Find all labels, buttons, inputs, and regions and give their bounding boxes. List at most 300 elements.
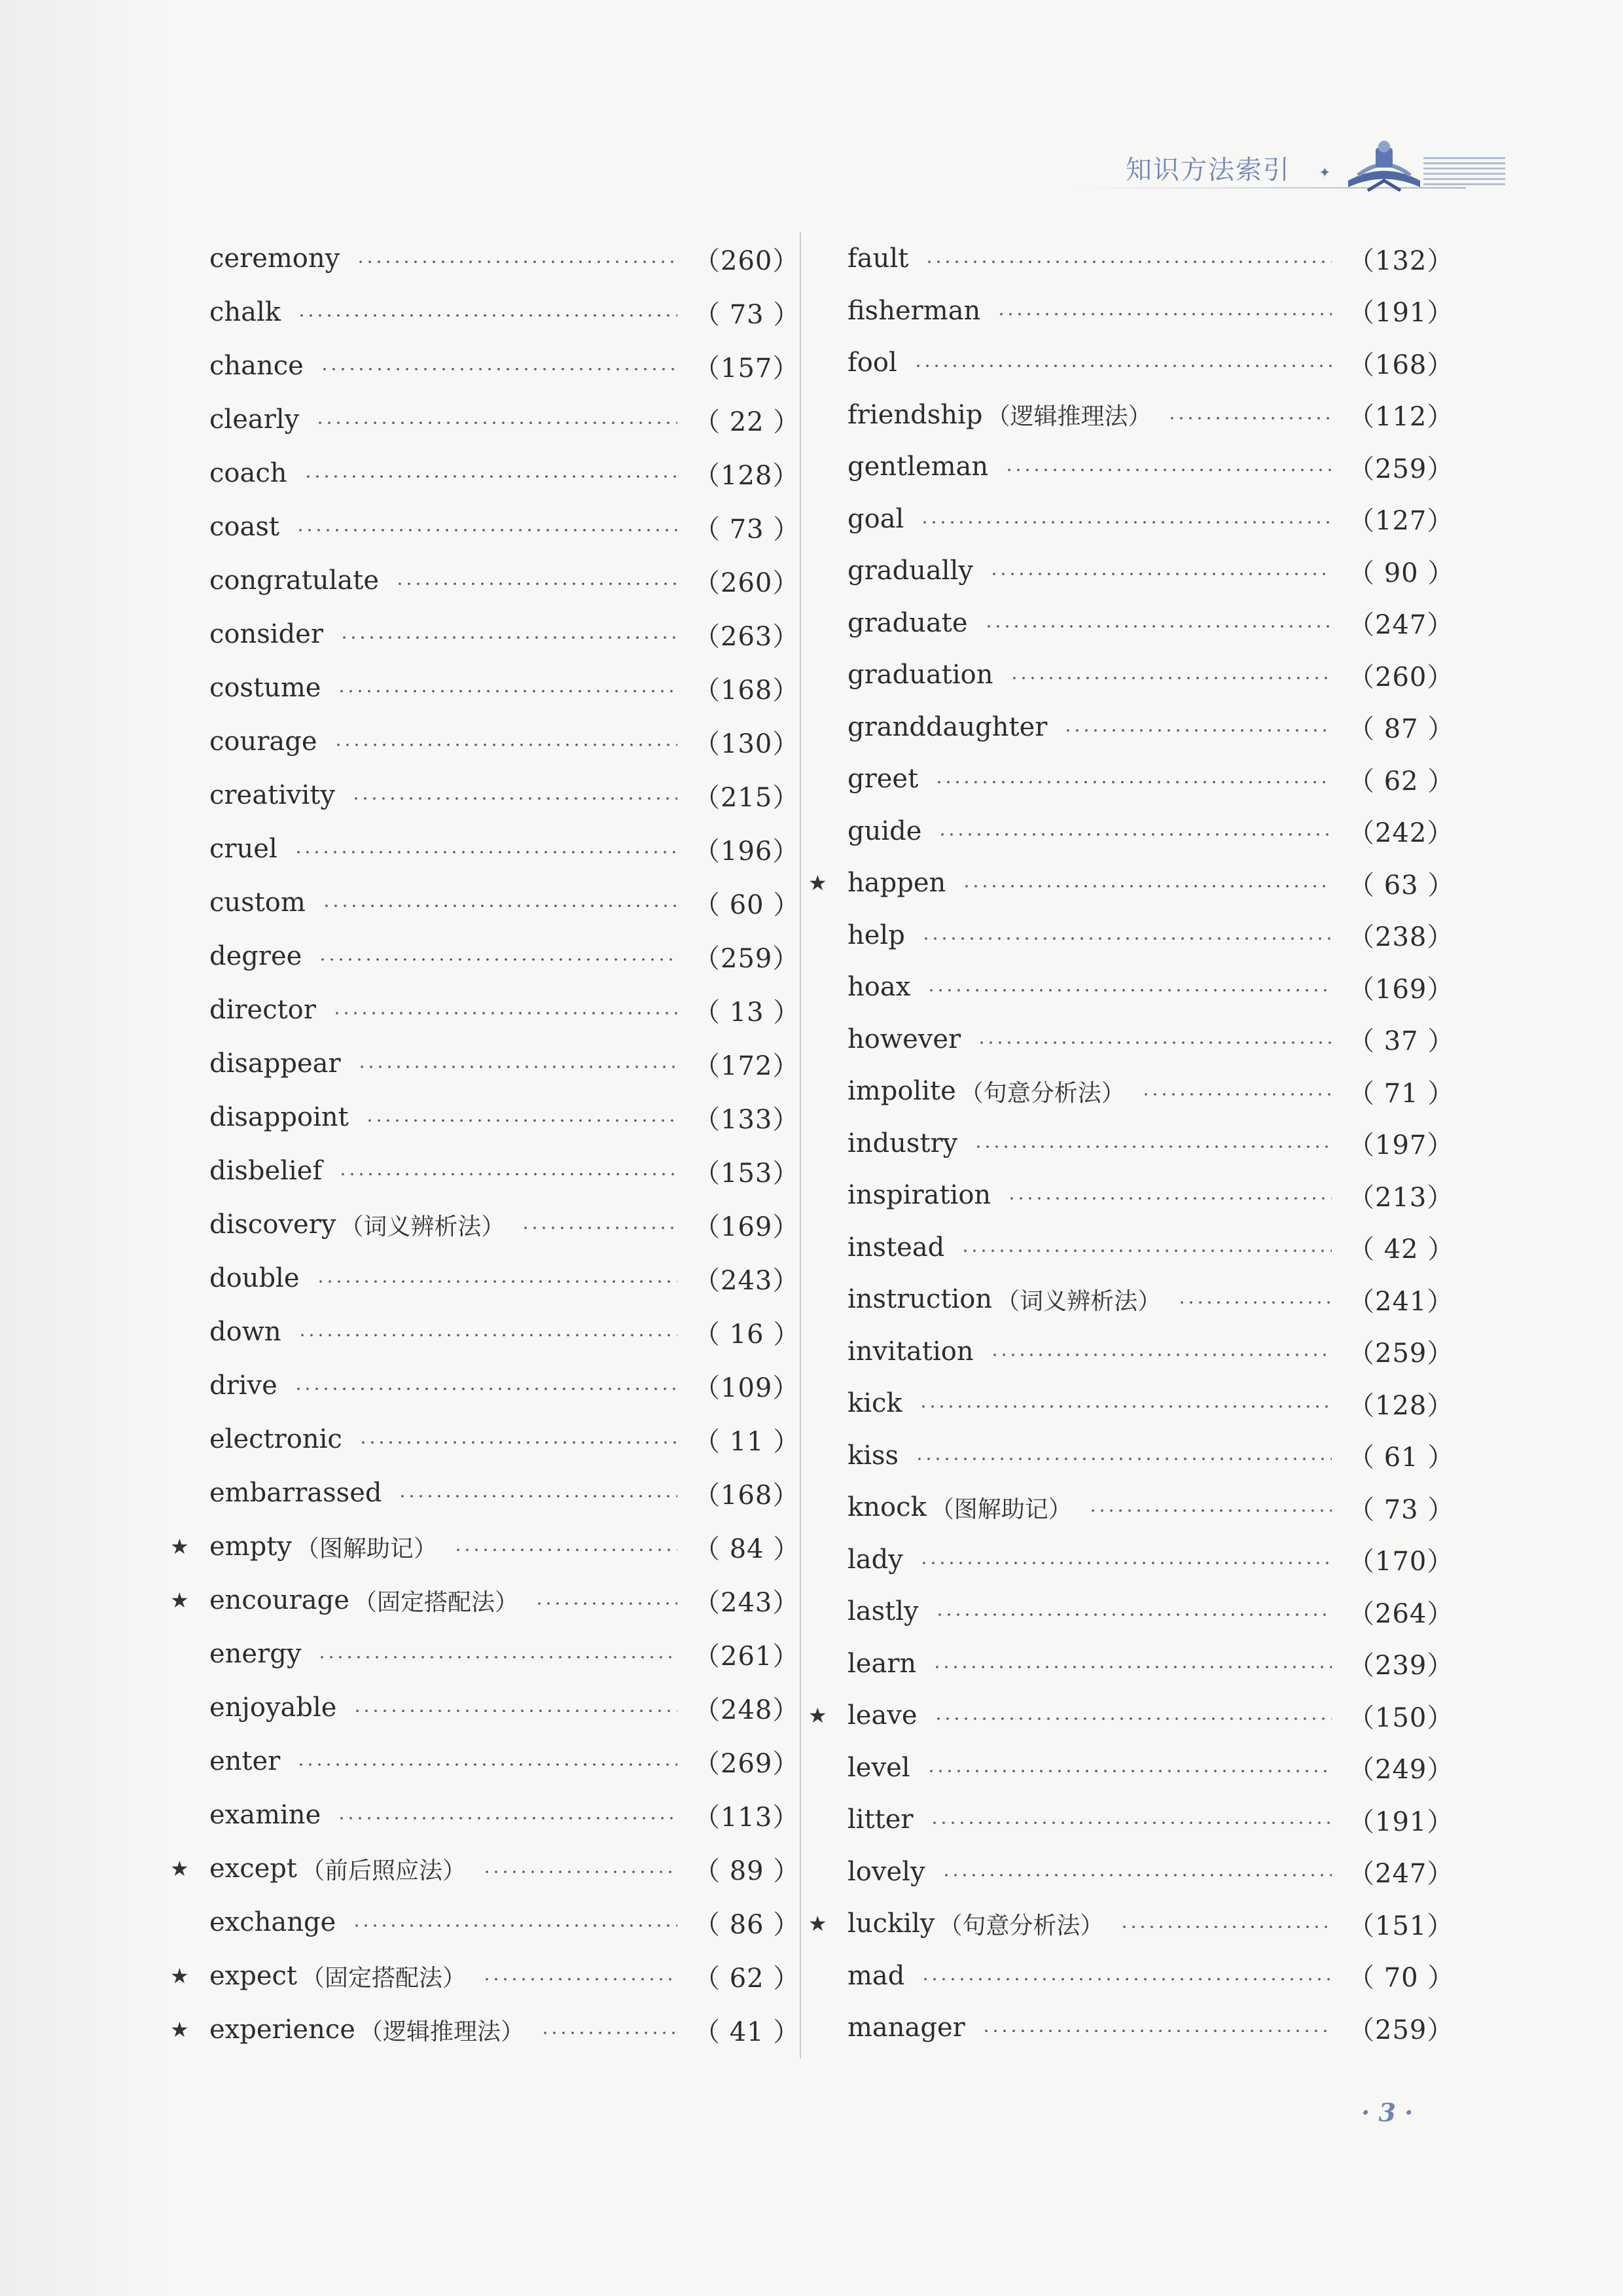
page-reference: （130） (694, 728, 800, 759)
index-word: greet (847, 764, 919, 794)
index-word: coast (209, 512, 279, 542)
page-reference: （ 37 ） (1348, 1026, 1455, 1056)
dot-leader (454, 1548, 677, 1552)
index-entry (190, 719, 800, 764)
index-entry (828, 340, 1454, 386)
index-entry (190, 1148, 800, 1194)
page-reference: （ 73 ） (1348, 1494, 1455, 1525)
section-title: 知识方法索引 (1126, 155, 1291, 185)
page-reference: （168） (694, 675, 800, 706)
dot-leader (318, 958, 677, 961)
dot-leader (541, 2031, 677, 2035)
index-entry (190, 450, 800, 496)
index-word: lovely (847, 1856, 925, 1887)
dot-leader (365, 1119, 677, 1122)
page-reference: （242） (1348, 818, 1454, 848)
index-entry (828, 444, 1454, 490)
page-reference: （259） (1348, 1338, 1454, 1369)
index-entry (828, 1588, 1454, 1634)
key-word-star-icon: ★ (808, 1911, 827, 1936)
page-reference: （259） (694, 943, 800, 974)
page-reference: （ 73 ） (694, 514, 800, 545)
index-entry (190, 1309, 800, 1355)
dot-leader (921, 1977, 1332, 1981)
dot-leader (919, 1561, 1332, 1565)
index-word: lady (847, 1544, 903, 1575)
index-entry (828, 1797, 1454, 1842)
dot-leader (930, 1821, 1332, 1825)
page-reference: （261） (694, 1641, 800, 1672)
index-word: graduation (847, 660, 993, 690)
dot-leader (914, 364, 1332, 368)
index-entry (190, 1631, 800, 1677)
dot-leader (298, 1333, 677, 1337)
dot-leader (316, 1280, 677, 1283)
page-reference: （243） (694, 1587, 800, 1618)
dot-leader (317, 1655, 677, 1659)
index-entry (808, 860, 1455, 906)
index-entry (828, 1641, 1454, 1687)
index-entry (828, 1380, 1454, 1426)
index-word: electronic (209, 1424, 342, 1454)
index-entry (828, 704, 1455, 750)
dot-leader (934, 1717, 1332, 1721)
dot-leader (337, 689, 677, 693)
index-word: examine (209, 1800, 321, 1830)
dot-leader (935, 1613, 1332, 1617)
page-reference: （197） (1348, 1130, 1454, 1160)
page-reference: （170） (1348, 1547, 1454, 1577)
index-word: exchange (209, 1907, 336, 1937)
index-word: lastly (847, 1596, 919, 1626)
page-reference: （238） (1348, 922, 1454, 952)
page-reference: （127） (1348, 506, 1454, 536)
index-word: enjoyable (209, 1693, 337, 1723)
key-word-star-icon: ★ (170, 1534, 189, 1559)
index-entry (170, 2007, 800, 2053)
method-label: （固定搭配法） (300, 1964, 466, 1992)
index-entry (828, 1121, 1454, 1166)
index-entry (828, 1225, 1455, 1270)
index-word: level (847, 1752, 910, 1783)
page-reference: （263） (694, 621, 800, 652)
method-label: （逻辑推理法） (359, 2018, 524, 2045)
page-reference: （112） (1348, 402, 1454, 432)
dot-leader (297, 314, 677, 317)
index-word: chalk (209, 297, 281, 327)
index-word: costume (209, 673, 321, 703)
dot-leader (1120, 1925, 1332, 1929)
page-reference: （150） (1348, 1702, 1454, 1733)
index-word: granddaughter (847, 711, 1048, 742)
index-word: disappear (209, 1049, 341, 1079)
page-reference: （ 86 ） (694, 1909, 800, 1940)
index-word: enter (209, 1746, 281, 1776)
index-word: kick (847, 1388, 902, 1418)
dot-leader (338, 1172, 677, 1176)
column-divider (800, 232, 801, 2058)
index-entry (170, 1953, 800, 1999)
index-word: gentleman (847, 452, 989, 482)
index-entry (828, 964, 1454, 1010)
dot-leader (352, 1924, 677, 1928)
index-word: experience (209, 2015, 355, 2045)
page-reference: （259） (1348, 2015, 1454, 2045)
index-entry (828, 1016, 1455, 1062)
page-reference: （133） (694, 1104, 800, 1135)
index-entry (828, 288, 1454, 334)
dot-leader (920, 520, 1332, 524)
index-word: hoax (847, 972, 911, 1002)
index-word: graduate (847, 607, 968, 638)
page-reference: （ 13 ） (694, 997, 800, 1028)
index-word: congratulate (209, 565, 380, 596)
page-reference: （247） (1348, 1859, 1454, 1889)
page-reference: （ 62 ） (694, 1963, 800, 1994)
index-word: energy (209, 1639, 302, 1669)
dot-leader (359, 1441, 677, 1444)
dot-leader (1177, 1300, 1332, 1304)
key-word-star-icon: ★ (170, 2017, 189, 2042)
page-reference: （260） (1348, 662, 1454, 692)
index-word: empty (209, 1532, 292, 1562)
dot-leader (296, 528, 677, 532)
index-word: luckily (847, 1909, 935, 1939)
index-entry (808, 1693, 1454, 1738)
dot-leader (997, 312, 1332, 316)
index-entry (170, 1846, 800, 1892)
index-word: guide (847, 816, 922, 846)
page-reference: （243） (694, 1265, 800, 1296)
page-reference: （ 87 ） (1348, 714, 1455, 744)
index-word: invitation (847, 1336, 974, 1367)
dot-leader (334, 743, 678, 747)
index-entry (828, 1276, 1454, 1322)
page-reference: （ 71 ） (1348, 1078, 1455, 1109)
index-entry (828, 1953, 1455, 1999)
book-emblem-icon (1342, 135, 1427, 200)
method-label: （固定搭配法） (353, 1588, 518, 1616)
index-word: fool (847, 348, 897, 378)
dot-leader (961, 1249, 1332, 1253)
dot-leader (919, 1405, 1332, 1408)
page-reference: （153） (694, 1158, 800, 1189)
dot-leader (535, 1602, 677, 1605)
dot-leader (315, 421, 677, 425)
page-reference: （ 84 ） (694, 1534, 800, 1564)
index-word: however (847, 1024, 961, 1054)
dot-leader (1141, 1092, 1332, 1096)
index-word: discovery (209, 1210, 336, 1240)
dot-leader (977, 1041, 1332, 1045)
method-label: （句意分析法） (959, 1079, 1125, 1107)
index-word: leave (847, 1700, 918, 1731)
index-word: gradually (847, 556, 973, 586)
index-word: chance (209, 351, 304, 381)
index-word: courage (209, 726, 317, 757)
index-entry (190, 558, 800, 603)
index-word: director (209, 995, 316, 1025)
page-reference: （259） (1348, 454, 1454, 484)
dot-leader (294, 1387, 677, 1391)
index-entry (828, 600, 1454, 646)
index-word: help (847, 920, 905, 950)
index-word: expect (209, 1961, 297, 1991)
index-entry (190, 1416, 800, 1462)
page-reference: （113） (694, 1802, 800, 1833)
index-word: ceremony (209, 243, 340, 274)
index-entry (190, 1738, 800, 1784)
index-word: drive (209, 1371, 277, 1401)
page-reference: （260） (694, 567, 800, 598)
dot-leader (921, 937, 1332, 941)
index-entry (828, 2005, 1454, 2051)
key-word-star-icon: ★ (808, 870, 827, 895)
dot-leader (304, 475, 678, 478)
index-word: industry (847, 1128, 958, 1158)
page-reference: （241） (1348, 1286, 1454, 1317)
index-word: except (209, 1854, 297, 1884)
page-reference: （ 41 ） (694, 2017, 800, 2047)
index-entry (808, 1901, 1454, 1946)
index-word: creativity (209, 780, 335, 810)
dot-leader (982, 2029, 1332, 2033)
page-reference: （264） (1348, 1598, 1454, 1629)
page-reference: （239） (1348, 1651, 1454, 1681)
dot-leader (296, 1763, 677, 1767)
index-entry (190, 289, 800, 335)
index-entry (170, 1577, 800, 1623)
index-word: impolite (847, 1076, 956, 1106)
key-word-star-icon: ★ (808, 1703, 827, 1728)
index-word: disappoint (209, 1102, 349, 1132)
index-word: friendship (847, 399, 983, 430)
index-word: fault (847, 243, 909, 274)
page-reference: （109） (694, 1372, 800, 1403)
dot-leader (1063, 728, 1332, 732)
index-entry (828, 1745, 1454, 1791)
index-entry (828, 1849, 1454, 1895)
dot-leader (322, 904, 677, 908)
dot-leader (521, 1226, 677, 1230)
index-entry (190, 1470, 800, 1516)
index-word: disbelief (209, 1156, 323, 1186)
dot-leader (927, 988, 1332, 992)
index-entry (190, 1094, 800, 1140)
page-edge-shadow (0, 0, 170, 2296)
page-reference: （128） (694, 460, 800, 491)
page-reference: （132） (1348, 245, 1454, 276)
page-reference: （ 70 ） (1348, 1963, 1455, 1993)
dot-leader (938, 833, 1332, 836)
index-entry (190, 236, 800, 281)
page-reference: （249） (1348, 1755, 1454, 1785)
method-label: （图解助记） (295, 1535, 437, 1562)
dot-leader (1005, 468, 1332, 472)
dot-leader (933, 1665, 1332, 1669)
page-reference: （ 61 ） (1348, 1443, 1455, 1473)
dot-leader (974, 1145, 1332, 1149)
index-word: consider (209, 619, 323, 649)
index-word: mad (847, 1960, 905, 1991)
index-word: encourage (209, 1585, 349, 1615)
page-reference: （172） (694, 1050, 800, 1081)
index-word: custom (209, 888, 306, 918)
index-entry (190, 987, 800, 1033)
page-reference: （191） (1348, 298, 1454, 328)
page-reference: （151） (1348, 1910, 1454, 1941)
page-reference: （215） (694, 782, 800, 813)
dot-leader (915, 1457, 1332, 1461)
page-reference: （ 63 ） (1348, 870, 1455, 901)
dot-leader (482, 1977, 677, 1981)
dot-leader (353, 1709, 677, 1713)
dot-leader (337, 1816, 677, 1820)
page-reference: （191） (1348, 1806, 1454, 1837)
dot-leader (1010, 676, 1332, 680)
dot-leader (984, 624, 1332, 628)
index-entry (828, 548, 1455, 594)
dot-leader (351, 797, 677, 800)
index-word: down (209, 1317, 281, 1347)
index-entry (190, 611, 800, 657)
page-reference: （157） (694, 353, 800, 384)
page-reference: （169） (1348, 974, 1454, 1005)
dot-leader (1168, 416, 1332, 420)
method-label: （逻辑推理法） (986, 403, 1152, 430)
page-number: · 3 · (1361, 2098, 1414, 2127)
page-reference: （ 11 ） (694, 1426, 800, 1457)
key-word-star-icon: ★ (170, 1856, 189, 1881)
page-reference: （ 73 ） (694, 299, 800, 330)
page-reference: （128） (1348, 1390, 1454, 1421)
dot-leader (294, 850, 677, 854)
method-label: （图解助记） (930, 1496, 1072, 1523)
index-entry (190, 880, 800, 925)
index-entry (190, 933, 800, 979)
dot-leader (1088, 1509, 1332, 1513)
index-word: kiss (847, 1440, 899, 1471)
dot-leader (935, 780, 1332, 784)
dot-leader (340, 636, 677, 639)
index-word: happen (847, 868, 946, 898)
index-word: double (209, 1263, 300, 1293)
index-entry (828, 496, 1454, 542)
dot-leader (482, 1870, 677, 1874)
page-reference: （248） (694, 1695, 800, 1725)
page-reference: （196） (694, 836, 800, 867)
dot-leader (990, 572, 1332, 576)
page-reference: （168） (694, 1480, 800, 1511)
index-entry (828, 392, 1454, 438)
dot-leader (942, 1873, 1332, 1877)
index-word: manager (847, 2013, 965, 2043)
page-reference: （ 22 ） (694, 406, 800, 437)
dot-leader (990, 1353, 1332, 1357)
index-entry (190, 397, 800, 442)
key-word-star-icon: ★ (170, 1964, 189, 1988)
page-reference: （ 89 ） (694, 1856, 800, 1886)
page-reference: （168） (1348, 350, 1454, 380)
dot-leader (357, 1065, 677, 1069)
dot-leader (356, 260, 677, 264)
index-entry (828, 1329, 1454, 1374)
method-label: （词义辨析法） (996, 1287, 1162, 1315)
index-word: instead (847, 1232, 945, 1263)
index-word: clearly (209, 404, 300, 435)
method-label: （词义辨析法） (340, 1213, 505, 1240)
index-entry (190, 1041, 800, 1086)
page-reference: （213） (1348, 1182, 1454, 1213)
index-entry (190, 343, 800, 389)
index-word: instruction (847, 1284, 993, 1314)
page-reference: （ 90 ） (1348, 558, 1455, 588)
index-entry (828, 756, 1455, 802)
index-entry (190, 1363, 800, 1408)
dot-leader (395, 582, 677, 586)
index-entry (190, 772, 800, 818)
dot-leader (1007, 1196, 1332, 1200)
dot-leader (927, 1769, 1332, 1773)
dot-leader (398, 1494, 677, 1498)
index-entry (828, 1068, 1455, 1114)
index-entry (190, 1899, 800, 1945)
index-word: learn (847, 1648, 917, 1679)
index-word: coach (209, 458, 287, 488)
page-reference: （247） (1348, 610, 1454, 640)
key-word-star-icon: ★ (170, 1588, 189, 1613)
index-entry (170, 1524, 800, 1570)
index-entry (828, 1433, 1455, 1479)
dot-leader (332, 1011, 677, 1015)
index-entry (190, 1685, 800, 1731)
index-entry (828, 912, 1454, 958)
header-stripes (1423, 157, 1505, 187)
page-reference: （169） (694, 1211, 800, 1242)
index-word: knock (847, 1492, 927, 1522)
page-reference: （ 16 ） (694, 1319, 800, 1350)
index-entry (828, 1484, 1455, 1530)
method-label: （前后照应法） (300, 1857, 466, 1884)
index-entry (190, 826, 800, 872)
index-word: cruel (209, 834, 277, 864)
index-word: inspiration (847, 1180, 991, 1210)
page-header (1047, 131, 1505, 203)
header-star-icon: ✦ (1319, 165, 1331, 181)
index-entry (828, 1537, 1454, 1583)
index-word: degree (209, 941, 302, 971)
method-label: （句意分析法） (938, 1912, 1104, 1939)
page-reference: （269） (694, 1748, 800, 1779)
index-entry (828, 236, 1454, 281)
page-reference: （ 60 ） (694, 889, 800, 920)
index-word: litter (847, 1804, 914, 1835)
index-entry (828, 652, 1454, 698)
dot-leader (962, 884, 1332, 888)
index-entry (190, 1255, 800, 1301)
index-word: goal (847, 503, 904, 534)
index-entry (828, 1172, 1454, 1218)
index-entry (190, 1202, 800, 1247)
index-entry (828, 808, 1454, 854)
index-entry (190, 1792, 800, 1838)
index-entry (190, 504, 800, 550)
page-reference: （ 42 ） (1348, 1234, 1455, 1265)
index-word: fisherman (847, 295, 981, 326)
dot-leader (925, 260, 1332, 264)
index-word: embarrassed (209, 1478, 382, 1508)
page-reference: （ 62 ） (1348, 766, 1455, 797)
